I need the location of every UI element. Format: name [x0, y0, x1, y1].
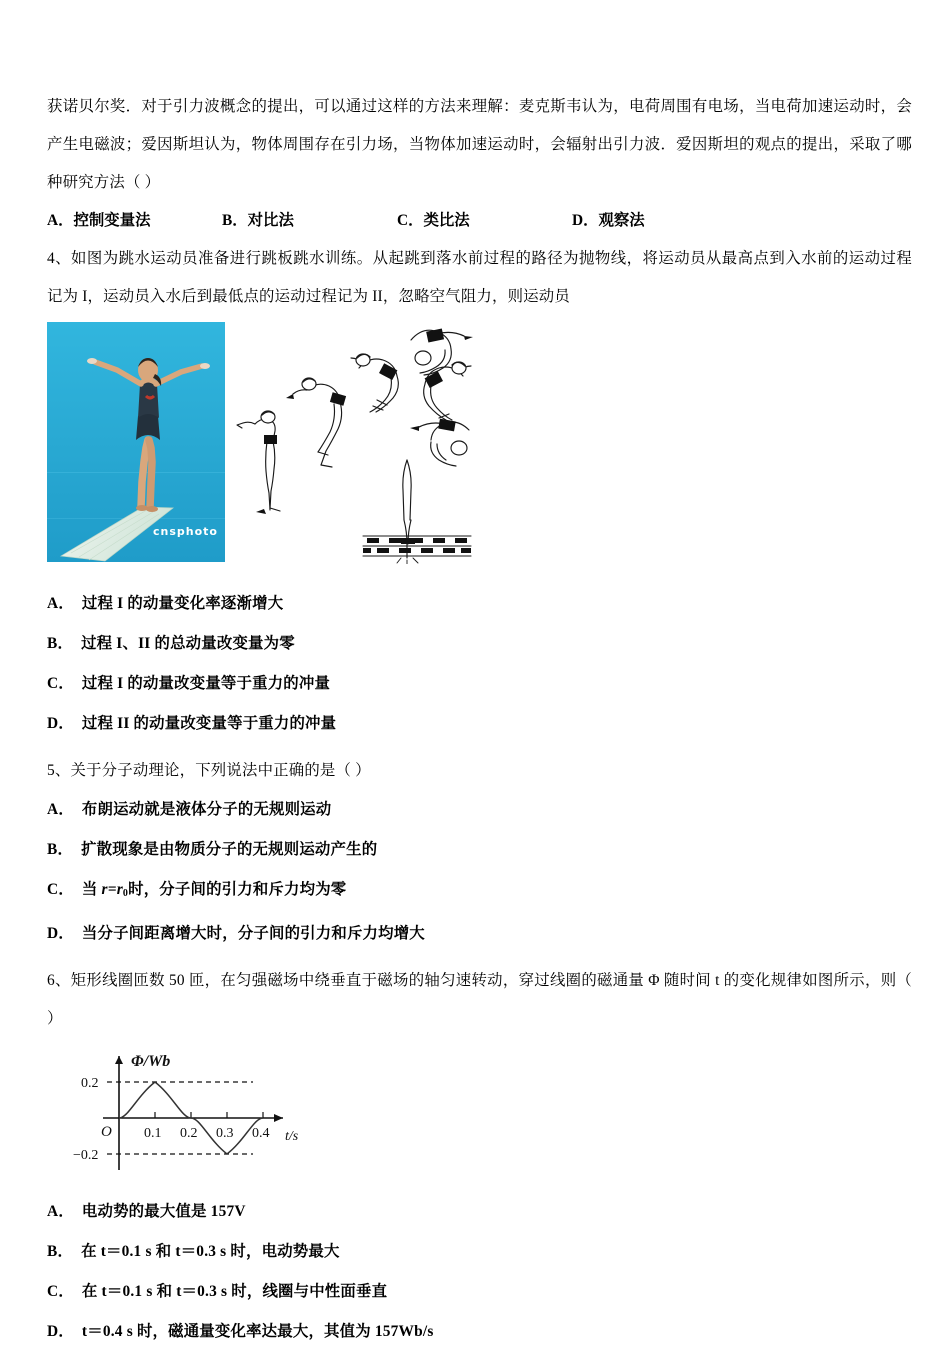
exam-page [47, 88, 912, 1352]
q6-option-b[interactable] [47, 1232, 912, 1272]
q3-option-d[interactable] [572, 202, 645, 240]
question-3-options [47, 202, 912, 240]
q4-option-a-tag: A． [47, 595, 74, 612]
q3-option-d-text: 观察法 [598, 212, 645, 229]
q3-option-a[interactable] [47, 202, 222, 240]
q6-option-a-text: 电动势的最大值是 157V [81, 1203, 246, 1220]
question-3-stem: 获诺贝尔奖．对于引力波概念的提出，可以通过这样的方法来理解：麦克斯韦认为，电荷周围有电场，当电荷加速运动时，会产生电磁波；爱因斯坦认为，物体周围存在引力场，当物体加速运动时，会辐射出引力波．爱因斯坦的观点的提出，采取了哪种研究方法（ ） [47, 98, 912, 191]
q5-option-b[interactable] [47, 830, 912, 870]
q3-option-a-text: 控制变量法 [73, 212, 151, 229]
q5-option-c-prefix: 当 [81, 881, 102, 898]
q4-option-a-text: 过程 I 的动量变化率逐渐增大 [81, 595, 284, 612]
q5-option-a-text: 布朗运动就是液体分子的无规则运动 [81, 801, 332, 818]
chart-xlabel: t/s [285, 1129, 299, 1144]
question-5-stem: 5、关于分子动理论，下列说法中正确的是（ ） [47, 762, 371, 779]
q5-option-b-text: 扩散现象是由物质分子的无规则运动产生的 [81, 841, 378, 858]
q6-option-a-tag: A． [47, 1203, 74, 1220]
question-4-figure [47, 322, 912, 572]
q5-option-a-tag: A． [47, 801, 74, 818]
question-6-stem: 6、矩形线圈匝数 50 匝，在匀强磁场中绕垂直于磁场的轴匀速转动，穿过线圈的磁通量 Φ 随时间 t 的变化规律如图所示，则（ ） [47, 972, 912, 1027]
q4-option-c-tag: C． [47, 675, 74, 692]
q4-option-d[interactable] [47, 704, 912, 744]
q6-option-c-text: 在 t＝0.1 s 和 t＝0.3 s 时，线圈与中性面垂直 [81, 1283, 388, 1300]
q6-option-d-text: t＝0.4 s 时，磁通量变化率达最大，其值为 157Wb/s [81, 1323, 434, 1340]
chart-ylabel: Φ/Wb [131, 1053, 171, 1070]
q4-option-d-tag: D． [47, 715, 74, 732]
q4-option-c[interactable] [47, 664, 912, 704]
q6-option-d[interactable] [47, 1312, 912, 1352]
q3-option-b-tag: B． [222, 212, 248, 229]
q4-option-a[interactable] [47, 584, 912, 624]
chart-ytick-positive: 0.2 [81, 1076, 99, 1091]
q5-option-c[interactable] [47, 870, 912, 914]
flux-time-chart [57, 1048, 317, 1176]
q6-option-c[interactable] [47, 1272, 912, 1312]
q3-option-b-text: 对比法 [247, 212, 294, 229]
q6-option-c-tag: C． [47, 1283, 74, 1300]
q5-option-c-subscript: 0 [122, 888, 129, 899]
q4-option-c-text: 过程 I 的动量改变量等于重力的冲量 [81, 675, 331, 692]
q3-option-d-tag: D． [572, 212, 599, 229]
q5-option-a[interactable] [47, 790, 912, 830]
chart-origin-label: O [101, 1124, 112, 1140]
q4-option-b-tag: B． [47, 635, 74, 652]
dive-sequence-art [233, 328, 483, 564]
chart-xticks [155, 1112, 263, 1118]
q6-option-b-tag: B． [47, 1243, 74, 1260]
q3-option-a-tag: A． [47, 212, 74, 229]
q5-option-d-tag: D． [47, 925, 74, 942]
chart-xtick-3: 0.3 [216, 1126, 234, 1141]
q4-option-b-text: 过程 I、II 的总动量改变量为零 [81, 635, 295, 652]
q5-option-d[interactable] [47, 914, 912, 954]
q3-option-c[interactable] [397, 202, 572, 240]
q5-option-d-text: 当分子间距离增大时，分子间的引力和斥力均增大 [81, 925, 425, 942]
q5-option-c-suffix: 时，分子间的引力和斥力均为零 [128, 881, 347, 898]
q5-option-b-tag: B． [47, 841, 74, 858]
q4-option-b[interactable] [47, 624, 912, 664]
chart-xtick-2: 0.2 [180, 1126, 198, 1141]
q6-option-a[interactable] [47, 1192, 912, 1232]
diver-photo [47, 322, 225, 562]
flux-time-chart-svg [57, 1048, 317, 1176]
chart-xtick-4: 0.4 [252, 1126, 270, 1141]
question-4-stem: 4、如图为跳水运动员准备进行跳板跳水训练。从起跳到落水前过程的路径为抛物线，将运动员从最高点到入水前的运动过程记为 I，运动员入水后到最低点的运动过程记为 II，忽略空气阻力，则运动员 [47, 250, 912, 305]
q3-option-c-text: 类比法 [423, 212, 470, 229]
chart-xtick-1: 0.1 [144, 1126, 162, 1141]
q3-option-b[interactable] [222, 202, 397, 240]
chart-ytick-negative: −0.2 [73, 1148, 99, 1163]
q4-option-d-text: 过程 II 的动量改变量等于重力的冲量 [81, 715, 337, 732]
q6-option-d-tag: D． [47, 1323, 74, 1340]
q3-option-c-tag: C． [397, 212, 424, 229]
dive-sequence-figure [233, 328, 483, 564]
q5-option-c-tag: C． [47, 881, 74, 898]
q6-option-b-text: 在 t＝0.1 s 和 t＝0.3 s 时，电动势最大 [81, 1243, 340, 1260]
photo-watermark: cnsphoto [153, 525, 218, 538]
q5-option-c-variable: r=r [101, 881, 123, 898]
